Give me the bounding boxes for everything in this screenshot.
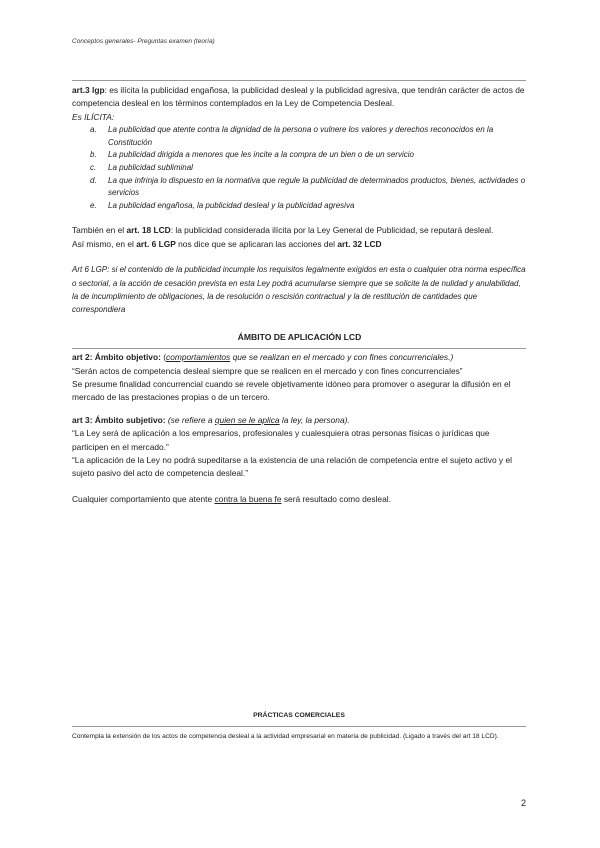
art3lcd-pre: (se refiere a [165, 414, 215, 425]
main-content [72, 84, 527, 506]
list-item-text: La publicidad engañosa, la publicidad desleal y la publicidad agresiva [108, 200, 355, 210]
list-item [72, 124, 527, 149]
closing-paragraph [72, 493, 527, 506]
art2-paren: ( [160, 352, 166, 363]
illicit-list [72, 124, 527, 212]
section-title: ÁMBITO DE APLICACIÓN LCD [237, 331, 362, 342]
art2-underlined: comportamientos [166, 352, 231, 363]
art3-paragraph [72, 84, 527, 111]
art6-mid: nos dice que se aplicaran las acciones del [175, 238, 338, 249]
art3lcd-underlined: quien se le aplica [214, 414, 280, 425]
art6-paragraph [72, 238, 527, 251]
list-marker: b. [90, 150, 97, 160]
art3-text: : es ilícita la publicidad engañosa, la publicidad desleal y la publicidad agresiva, que tendrán carácter de actos de competencia desleal en los términos contemplados en la Ley de Competencia Desleal. [72, 85, 525, 109]
art2-label: art 2: Ámbito objetivo: [72, 352, 161, 363]
art18-ref: art. 18 LCD [126, 225, 171, 236]
art18-paragraph [72, 224, 527, 237]
list-item-text: La publicidad que atente contra la dignidad de la persona o vulnere los valores y derechos reconocidos en la Constitución [108, 125, 494, 147]
art3-ref: art.3 lgp [72, 85, 105, 95]
art3lcd-quote1: “La Ley será de aplicación a los empresarios, profesionales y cualesquiera otras personas físicas o jurídicas que participen en el mercado.” [72, 428, 490, 452]
closing-post: será resultado como desleal. [281, 493, 391, 504]
art3lcd-label: art 3: Ámbito subjetivo: [72, 414, 166, 425]
page-header: Conceptos generales- Preguntas examen (teoría) [72, 38, 215, 45]
art18-pre: También en el [72, 225, 127, 236]
art18-post: : la publicidad considerada ilícita por la Ley General de Publicidad, se reputará desleal. [170, 225, 494, 236]
art2-rest: que se realizan en el mercado y con fines concurrenciales.) [230, 352, 454, 363]
art2-text: Se presume finalidad concurrencial cuando se revele objetivamente idóneo para promover o asegurar la difusión en el mercado de las prestaciones propias o de un tercero. [72, 379, 511, 403]
list-item-text: La que infrinja lo dispuesto en la normativa que regule la publicidad de determinados productos, bienes, actividades o servicios [108, 175, 526, 198]
art6-quote: Art 6 LGP: si el contenido de la publicidad incumple los requisitos legalmente exigidos en esta o cualquier otra norma específica o sectorial, a la acción de cesación prevista en esta Ley podrá acumularse siempre que se solicite la de nulidad y anulabilidad, la de incumplimiento de obligaciones, la de resolución o rescisión contractual y la de restitución de cantidades que correspondiera [72, 265, 526, 315]
art3lcd-heading [72, 414, 527, 427]
header-divider [72, 80, 526, 81]
list-item [72, 200, 527, 213]
art2-quote: “Serán actos de competencia desleal siempre que se realicen en el mercado y con fines concurrenciales” [72, 365, 463, 376]
art6-pre: Así mismo, en el [72, 238, 137, 249]
art32-ref: art. 32 LCD [337, 238, 382, 249]
list-item-text: La publicidad dirigida a menores que les incite a la compra de un bien o de un servicio [108, 150, 414, 160]
list-marker: e. [90, 200, 97, 210]
art6-ref: art. 6 LGP [136, 238, 176, 249]
list-marker: a. [90, 125, 97, 135]
closing-pre: Cualquier comportamiento que atente [72, 493, 215, 504]
illicit-list-title: Es ILÍCITA: [72, 111, 115, 122]
practicas-text: Contempla la extensión de los actos de competencia desleal a la actividad empresarial en materia de publicidad. (Ligado a través del art 18 LCD). [72, 733, 499, 740]
art2-heading [72, 351, 527, 364]
list-item [72, 162, 527, 175]
footer-divider [72, 726, 526, 727]
list-item-text: La publicidad subliminal [108, 163, 193, 172]
list-marker: d. [90, 175, 97, 185]
list-item [72, 149, 527, 162]
list-item [72, 175, 527, 200]
art3lcd-quote2: “La aplicación de la Ley no podrá supeditarse a la existencia de una relación de competencia entre el sujeto activo y el sujeto pasivo del acto de competencia desleal.” [72, 455, 512, 479]
practicas-title: PRÁCTICAS COMERCIALES [253, 712, 345, 719]
page-number: 2 [520, 798, 526, 808]
section-divider [72, 348, 526, 349]
list-marker: c. [90, 163, 97, 172]
closing-underlined: contra la buena fe [214, 493, 282, 504]
art3lcd-post: la ley, la persona). [279, 414, 350, 425]
